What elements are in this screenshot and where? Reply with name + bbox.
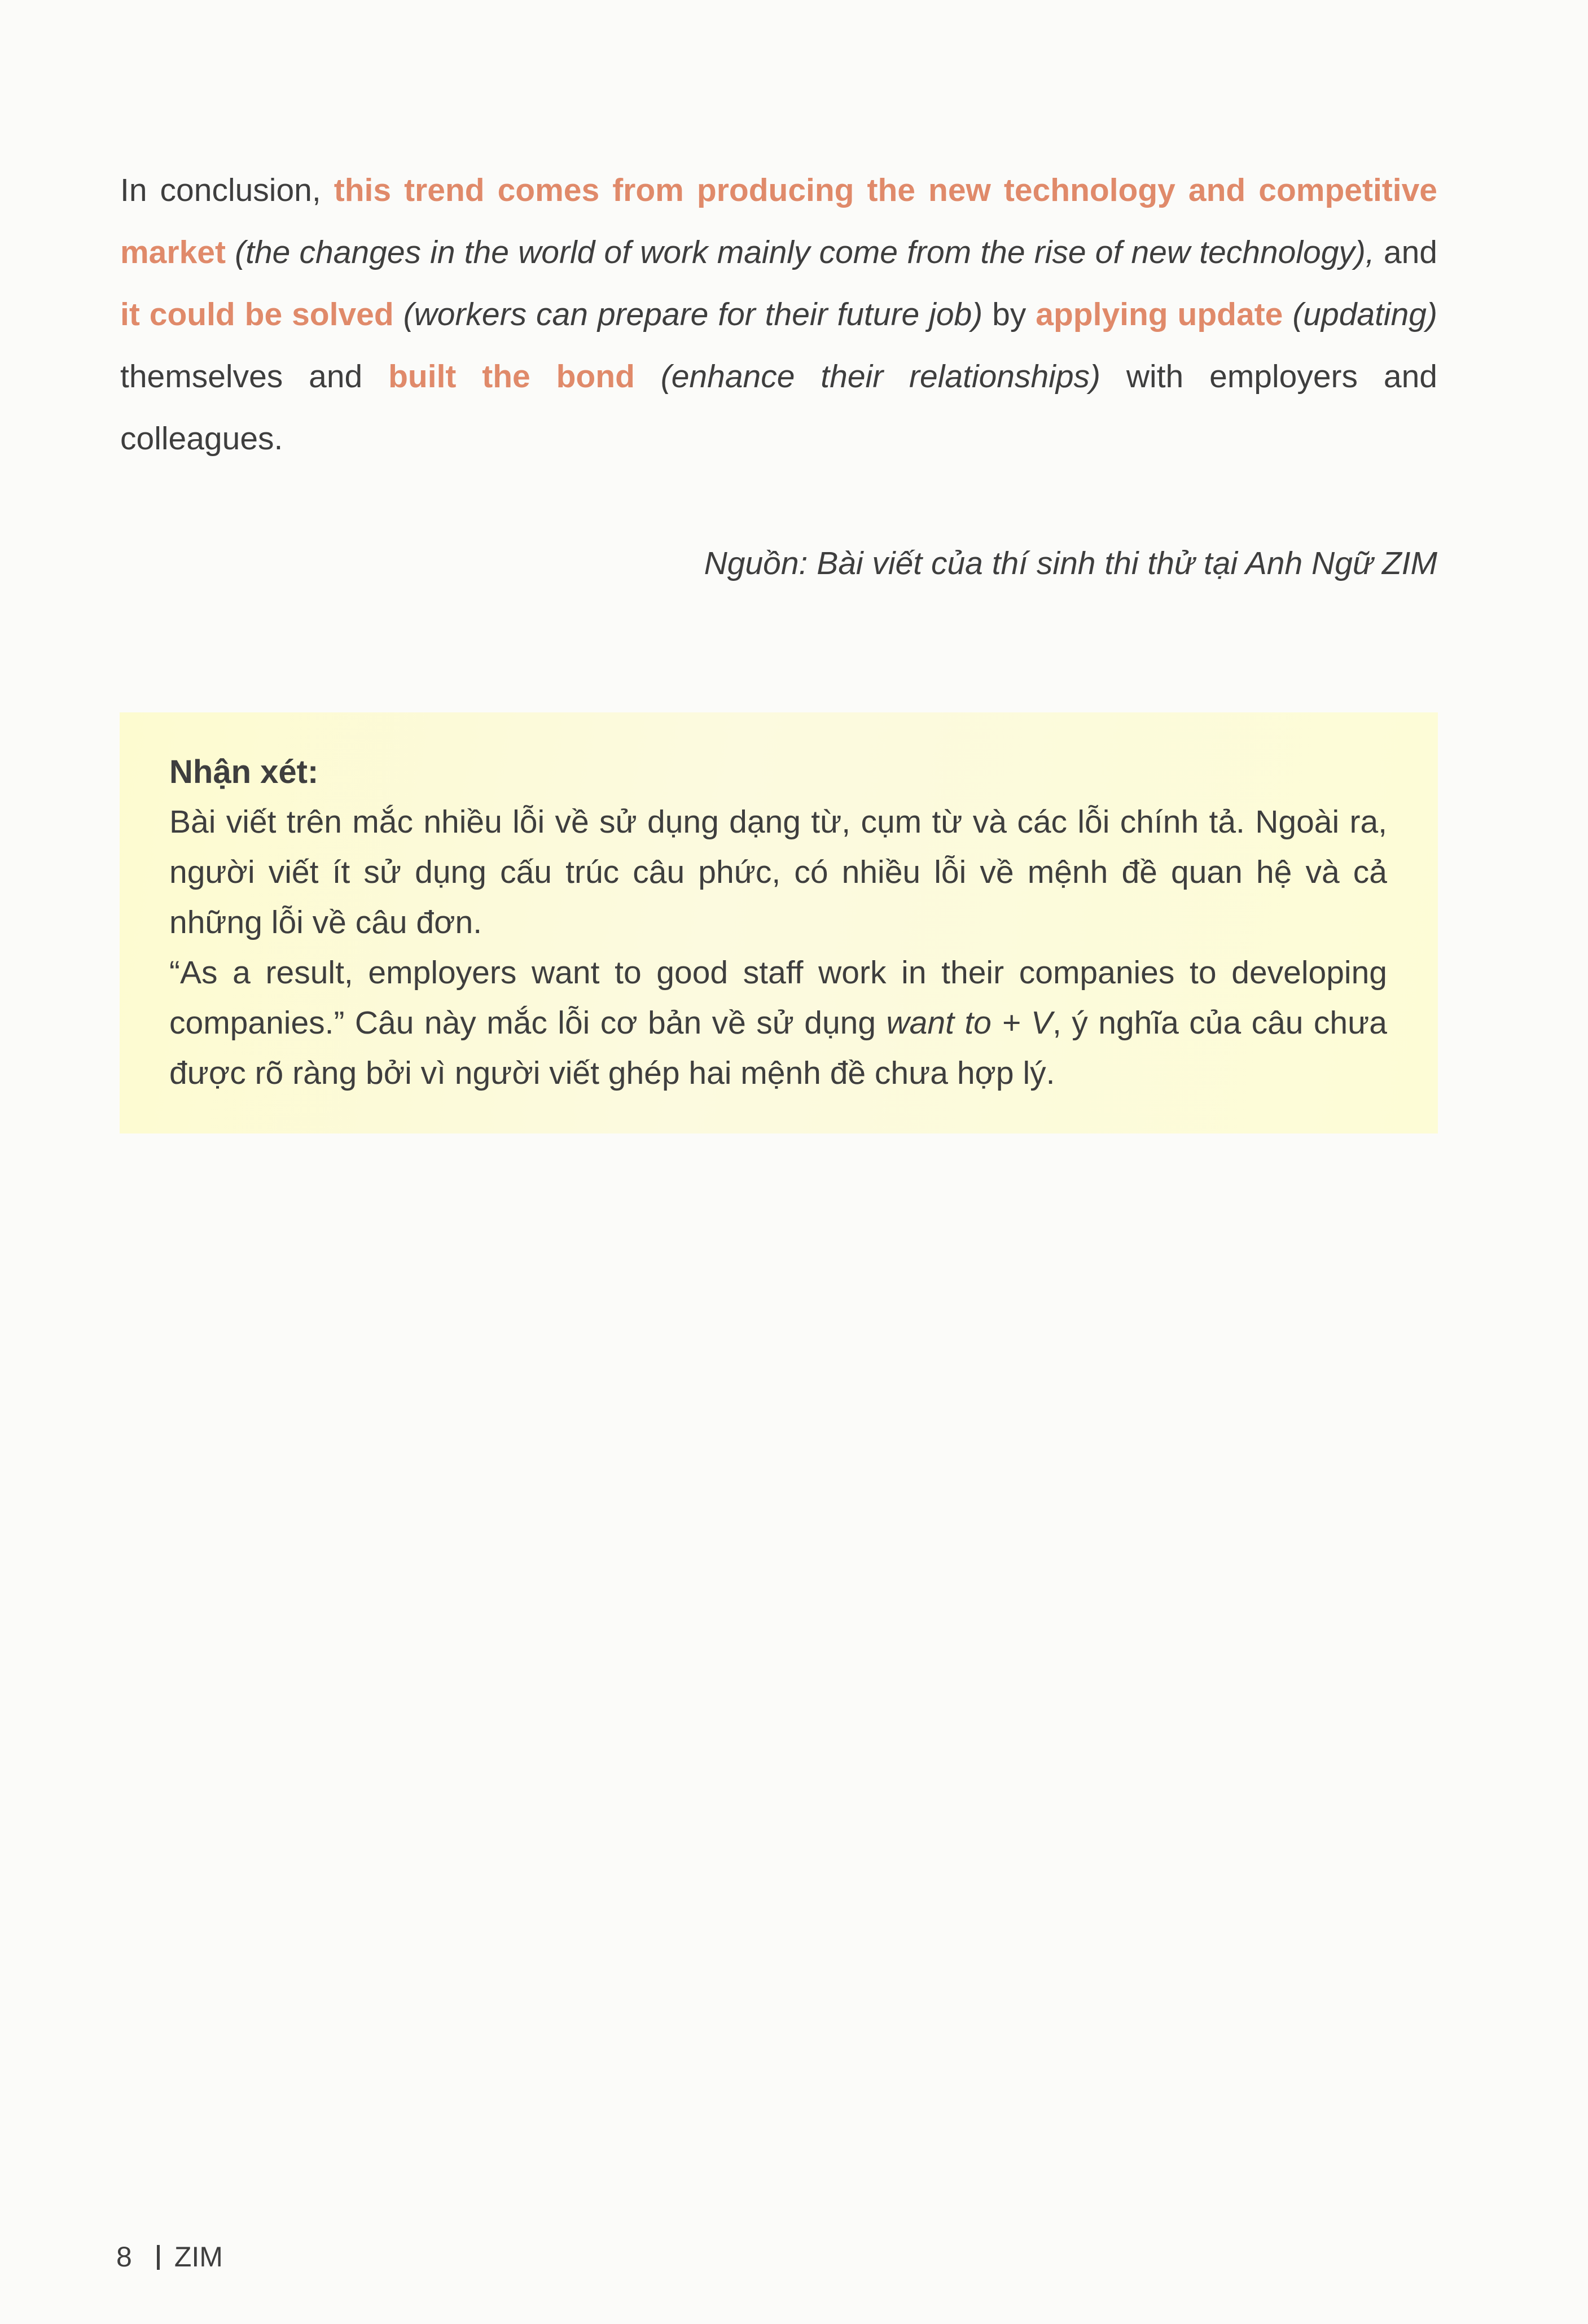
conclusion-paragraph (120, 159, 1437, 470)
correction-note-4: (enhance their relationships) (634, 358, 1101, 395)
footer-divider (157, 2245, 160, 2270)
conclusion-text-1: and (1374, 234, 1437, 270)
page-footer (116, 2237, 223, 2277)
correction-note-2: (workers can prepare for their future job) (393, 296, 983, 332)
commentary-paragraph-2 (169, 948, 1387, 1098)
correction-note-1: (the changes in the world of work mainly come from the rise of new technology), (225, 234, 1375, 270)
highlight-phrase-3: applying update (1036, 296, 1283, 332)
footer-brand: ZIM (174, 2241, 223, 2273)
highlight-phrase-4: built the bond (388, 358, 635, 395)
highlight-phrase-2: it could be solved (120, 296, 394, 332)
correction-note-3: (updating) (1283, 296, 1437, 332)
conclusion-text-4: with employers and colleagues. (120, 358, 1438, 457)
source-citation: Nguồn: Bài viết của thí sinh thi thử tại Anh Ngữ ZIM (704, 545, 1437, 581)
highlight-phrase-1: this trend comes from producing the new technology and competitive market (120, 172, 1437, 270)
conclusion-text-3: themselves and (120, 358, 389, 395)
commentary-title: Nhận xét: (169, 754, 319, 790)
commentary-paragraph-2-end: , ý nghĩa của câu chưa được rõ ràng bởi vì người viết ghép hai mệnh đề chưa hợp lý. (169, 1005, 1387, 1091)
conclusion-lead: In conclusion, (120, 172, 334, 208)
commentary-paragraph-1: Bài viết trên mắc nhiều lỗi về sử dụng dạng từ, cụm từ và các lỗi chính tả. Ngoài ra, người viết ít sử dụng cấu trúc câu phức, có nhiều lỗi về mệnh đề quan hệ và cả những lỗi về câu đơn. (169, 804, 1387, 940)
page-number: 8 (116, 2241, 132, 2273)
conclusion-text-2: by (982, 296, 1036, 332)
commentary-paragraph-2-start: “As a result, employers want to good staff work in their companies to developing companies.” Câu này mắc lỗi cơ bản về sử dụng (169, 955, 1387, 1041)
commentary-box (120, 712, 1438, 1133)
commentary-grammar-pattern: want to + V (886, 1005, 1053, 1041)
